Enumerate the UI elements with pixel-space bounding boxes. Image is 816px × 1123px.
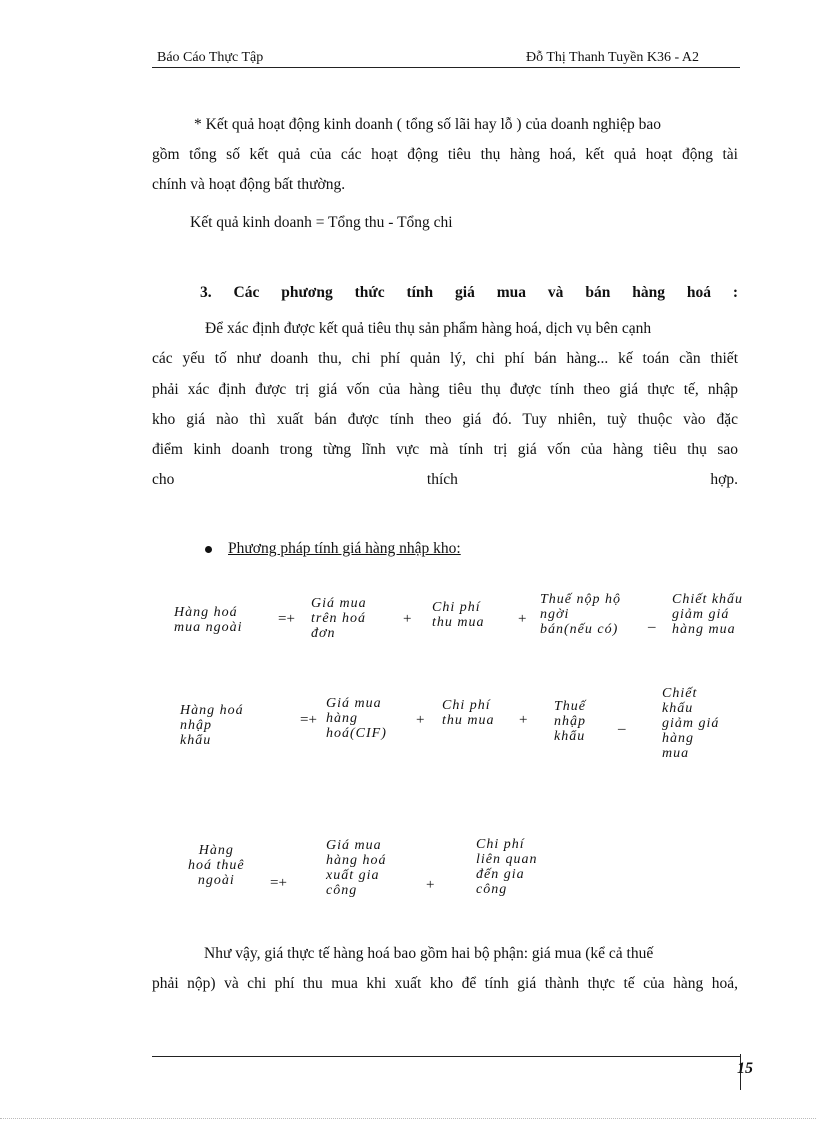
section3-line5: điểm kinh doanh trong từng lĩnh vực mà tính trị giá vốn của hàng tiêu thụ sao bbox=[152, 441, 738, 458]
para1-line2: gồm tổng số kết quả của các hoạt động tiêu thụ hàng hoá, kết quả hoạt động tài bbox=[152, 146, 738, 163]
formula3-plus1: + bbox=[426, 877, 435, 893]
section3-line4: kho giá nào thì xuất bán được tính theo giá đó. Tuy nhiên, tuỳ thuộc vào đặc bbox=[152, 411, 738, 428]
formula1-plus1: + bbox=[403, 611, 412, 627]
formula1-term2: Chi phí thu mua bbox=[432, 600, 485, 630]
formula3-equals: =+ bbox=[270, 875, 287, 891]
formula1-term1: Giá mua trên hoá đơn bbox=[311, 596, 367, 641]
closing-line2: phải nộp) và chi phí thu mua khi xuất kho để tính giá thành thực tế của hàng hoá, bbox=[152, 975, 738, 992]
section3-line2: các yếu tố như doanh thu, chi phí quản lý, chi phí bán hàng... kế toán cần thiết bbox=[152, 350, 738, 367]
page-bottom-dotted-line bbox=[0, 1118, 816, 1119]
formula2-minus: _ bbox=[618, 716, 626, 732]
para1-line1: * Kết quả hoạt động kinh doanh ( tổng số lãi hay lỗ ) của doanh nghiệp bao bbox=[194, 116, 662, 133]
formula1-term4: Chiết khấu giảm giá hàng mua bbox=[672, 592, 744, 637]
section-heading: 3. Các phương thức tính giá mua và bán hàng hoá : bbox=[200, 284, 738, 301]
section3-line6: cho thích hợp. bbox=[152, 471, 738, 488]
page-number: 15 bbox=[737, 1060, 753, 1077]
formula3-term2: Chi phí liên quan đến gia công bbox=[476, 837, 538, 897]
bullet-title: Phương pháp tính giá hàng nhập kho: bbox=[228, 540, 461, 557]
formula2-term1: Giá mua hàng hoá(CIF) bbox=[326, 696, 387, 741]
formula2-plus1: + bbox=[416, 712, 425, 728]
formula2-lhs: Hàng hoá nhập khẩu bbox=[180, 703, 244, 748]
formula1-term3: Thuế nộp hộ ngời bán(nếu có) bbox=[540, 592, 621, 637]
formula1-minus: _ bbox=[648, 614, 656, 630]
formula1-plus2: + bbox=[518, 611, 527, 627]
formula3-lhs: Hàng hoá thuê ngoài bbox=[188, 843, 245, 888]
formula2-plus2: + bbox=[519, 712, 528, 728]
bullet-icon bbox=[205, 546, 212, 553]
para1-line3: chính và hoạt động bất thường. bbox=[152, 176, 346, 193]
header-right: Đỗ Thị Thanh Tuyền K36 - A2 bbox=[526, 50, 699, 65]
header-rule bbox=[152, 67, 740, 68]
formula2-equals: =+ bbox=[300, 712, 317, 728]
formula2-term2: Chi phí thu mua bbox=[442, 698, 495, 728]
formula1-lhs: Hàng hoá mua ngoài bbox=[174, 605, 243, 635]
formula3-term1: Giá mua hàng hoá xuất gia công bbox=[326, 838, 387, 898]
footer-rule bbox=[152, 1056, 740, 1057]
section3-line3: phải xác định được trị giá vốn của hàng tiêu thụ được tính theo giá thực tế, nhập bbox=[152, 381, 738, 398]
business-result-formula: Kết quả kinh doanh = Tổng thu - Tổng chi bbox=[190, 214, 453, 231]
formula2-term3: Thuế nhập khẩu bbox=[554, 699, 586, 744]
formula1-equals: =+ bbox=[278, 611, 295, 627]
formula2-term4: Chiết khấu giảm giá hàng mua bbox=[662, 686, 720, 761]
header-left: Báo Cáo Thực Tập bbox=[157, 50, 264, 65]
closing-line1: Như vậy, giá thực tế hàng hoá bao gồm hai bộ phận: giá mua (kể cả thuế bbox=[204, 945, 654, 962]
section3-line1: Để xác định được kết quả tiêu thụ sản phẩm hàng hoá, dịch vụ bên cạnh bbox=[205, 320, 652, 337]
